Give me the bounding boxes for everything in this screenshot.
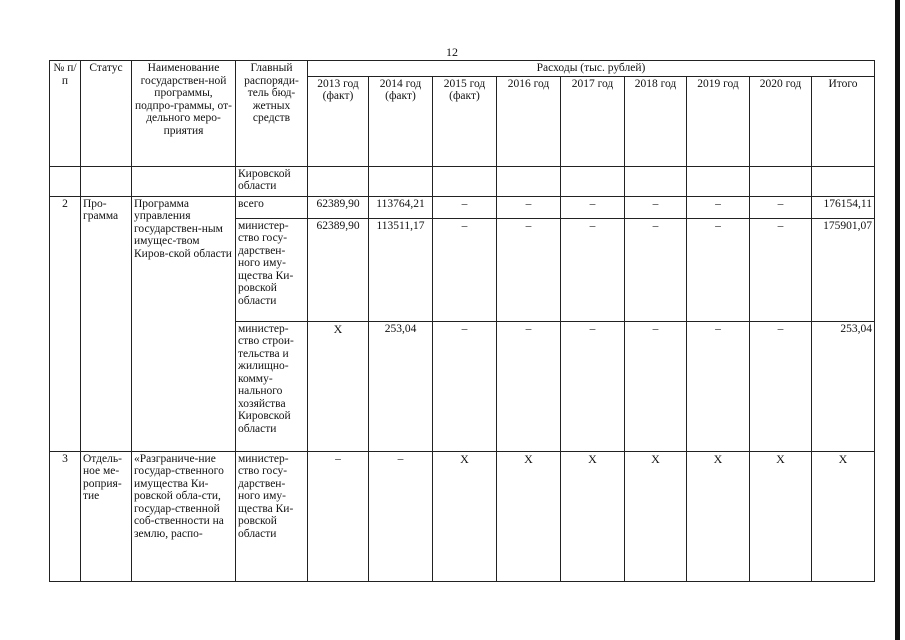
row2-total-sum: 176154,11 (812, 196, 875, 218)
row2-admin-property: министер-ство госу-дарствен-ного иму-щества Ки-ровской области (236, 218, 308, 321)
row2-total-2016: – (497, 196, 561, 218)
row3-total: Х (812, 451, 875, 581)
row2-property-2013: 62389,90 (308, 218, 369, 321)
row2-total-2013: 62389,90 (308, 196, 369, 218)
row2-construction-2016: – (497, 321, 561, 451)
row3-2020: Х (750, 451, 812, 581)
header-year-2019: 2019 год (687, 76, 750, 166)
row2-construction-2020: – (750, 321, 812, 451)
header-year-2017: 2017 год (561, 76, 625, 166)
row2-property-2020: – (750, 218, 812, 321)
page-number: 12 (446, 45, 458, 59)
row3-2014: – (369, 451, 433, 581)
row3-status: Отдель-ное ме-роприя-тие (81, 451, 132, 581)
row2-construction-2013: Х (308, 321, 369, 451)
continued-admin: Кировской области (236, 166, 308, 196)
row2-property-2014: 113511,17 (369, 218, 433, 321)
row3-admin: министер-ство госу-дарствен-ного иму-щества Ки-ровской области (236, 451, 308, 581)
row2-total-2018: – (625, 196, 687, 218)
header-admin: Главный распоряди-тель бюд-жетных средств (236, 61, 308, 167)
row2-total (50, 196, 875, 218)
continued-row (50, 166, 875, 196)
row2-num: 2 (50, 196, 81, 451)
row3-2016: Х (497, 451, 561, 581)
row2-property-2015: – (433, 218, 497, 321)
header-row-1 (50, 61, 875, 77)
row2-total-2019: – (687, 196, 750, 218)
header-status: Статус (81, 61, 132, 167)
row2-property-2018: – (625, 218, 687, 321)
row3-2019: Х (687, 451, 750, 581)
header-num: № п/п (50, 61, 81, 167)
row2-construction-2014: 253,04 (369, 321, 433, 451)
row2-total-2017: – (561, 196, 625, 218)
header-year-2013: 2013 год (факт) (308, 76, 369, 166)
header-total: Итого (812, 76, 875, 166)
row2-property-2017: – (561, 218, 625, 321)
row2-property-sum: 175901,07 (812, 218, 875, 321)
header-year-2016: 2016 год (497, 76, 561, 166)
row3-2018: Х (625, 451, 687, 581)
budget-table (49, 60, 875, 582)
row3-2013: – (308, 451, 369, 581)
row2-admin-total: всего (236, 196, 308, 218)
row3-name: «Разграниче-ние государ-ственного имущества Ки-ровской обла-сти, государ-ственной соб-ственности на землю, распо- (132, 451, 236, 581)
header-year-2015: 2015 год (факт) (433, 76, 497, 166)
header-name: Наименование государствен-ной программы, подпро-граммы, от-дельного меро-приятия (132, 61, 236, 167)
row2-construction-sum: 253,04 (812, 321, 875, 451)
row2-construction-2017: – (561, 321, 625, 451)
row2-status: Про-грамма (81, 196, 132, 451)
header-year-2014: 2014 год (факт) (369, 76, 433, 166)
row3-2015: Х (433, 451, 497, 581)
row3 (50, 451, 875, 581)
header-year-2018: 2018 год (625, 76, 687, 166)
row2-construction-2018: – (625, 321, 687, 451)
row2-construction-2015: – (433, 321, 497, 451)
row2-construction-2019: – (687, 321, 750, 451)
row3-2017: Х (561, 451, 625, 581)
row2-admin-construction: министер-ство строи-тельства и жилищно-комму-нального хозяйства Кировской области (236, 321, 308, 451)
row2-total-2015: – (433, 196, 497, 218)
row2-name: Программа управления государствен-ным имущес-твом Киров-ской области (132, 196, 236, 451)
row3-num: 3 (50, 451, 81, 581)
row2-property-2016: – (497, 218, 561, 321)
header-year-2020: 2020 год (750, 76, 812, 166)
row2-total-2020: – (750, 196, 812, 218)
scan-edge-bar (895, 0, 900, 640)
row2-property-2019: – (687, 218, 750, 321)
header-expenses: Расходы (тыс. рублей) (308, 61, 875, 77)
row2-total-2014: 113764,21 (369, 196, 433, 218)
